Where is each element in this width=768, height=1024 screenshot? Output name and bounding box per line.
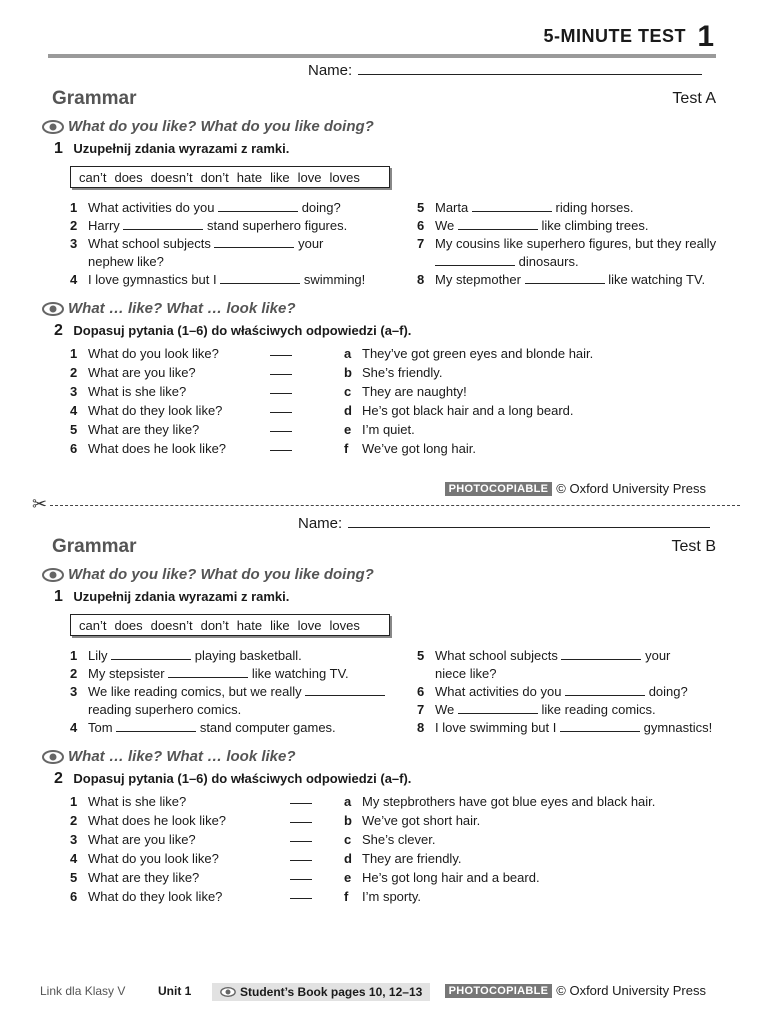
copyright-text: © Oxford University Press [556,481,706,496]
answer-letter: f [344,441,349,456]
heading-text: What … like? What … look like? [68,748,296,765]
answer-letter: b [344,365,352,380]
test-title: 5-MINUTE TEST [543,26,686,46]
item-number: 3 [70,236,78,251]
item-number: 4 [70,272,78,287]
eye-icon [42,302,64,316]
exercise-instruction: Uzupełnij zdania wyrazami z ramki. [73,141,290,156]
heading-look-like-a [42,300,296,317]
answer-row [344,811,724,830]
item-number: 5 [417,200,425,215]
question-row [70,887,330,906]
item-text: What activities do you [435,684,562,699]
answer-text: She’s clever. [362,832,436,847]
answer-text: He’s got black hair and a long beard. [362,403,574,418]
cut-line [50,505,740,506]
answer-blank[interactable] [214,236,294,248]
gap-fill-item [417,719,727,737]
gap-fill-item [417,647,727,683]
item-text-after: gymnastics! [643,720,713,735]
name-blank[interactable] [358,60,702,75]
photocopiable-a [445,481,706,496]
item-number: 3 [70,684,78,699]
item-text-after: like watching TV. [608,272,706,287]
match-blank[interactable] [270,363,292,375]
item-number: 8 [417,272,425,287]
ex2-questions-a [70,344,310,458]
answer-text: They are naughty! [362,384,467,399]
item-text-after: doing? [648,684,688,699]
exercise-2-b [54,770,411,788]
item-number: 7 [417,702,425,717]
word-option: like [270,169,290,185]
question-number: 1 [70,346,78,361]
item-text: My stepsister [88,666,165,681]
question-text-wrap [70,420,270,439]
item-text: I love swimming but I [435,720,557,735]
gap-fill-item [417,683,727,701]
answer-letter: d [344,403,352,418]
answer-blank[interactable] [525,272,605,284]
ex1-left-a [70,199,400,289]
answer-row [344,382,724,401]
gap-fill-item [417,199,727,217]
gap-fill-item [70,665,400,683]
answer-text: I’m quiet. [362,422,415,437]
question-row [70,811,330,830]
question-number: 3 [70,832,78,847]
exercise-instruction: Uzupełnij zdania wyrazami z ramki. [73,589,290,604]
match-blank[interactable] [270,401,292,413]
match-blank[interactable] [290,887,312,899]
course-name: Link dla Klasy V [40,984,126,998]
answer-blank[interactable] [565,684,645,696]
answer-row [344,849,724,868]
question-text: What is she like? [88,384,187,399]
pages-text: Student’s Book pages 10, 12–13 [240,985,423,999]
word-box-b [70,614,390,636]
answer-row [344,868,724,887]
scissors-icon: ✂ [32,494,48,514]
ex1-left-b [70,647,400,737]
item-text-after: like climbing trees. [541,218,649,233]
question-number: 5 [70,422,78,437]
question-row [70,420,310,439]
item-number: 2 [70,666,78,681]
answer-row [344,887,724,906]
section-title-b: Grammar [52,536,137,557]
word-option: doesn’t [150,617,193,633]
item-text: We like reading comics, but we really [88,684,302,699]
item-text-continued: dinosaurs. [518,254,579,269]
question-text: What do you look like? [88,346,219,361]
answer-letter: b [344,813,352,828]
item-text-continued: nephew like? [88,254,164,269]
item-text: My cousins like superhero figures, but they really [435,236,717,251]
item-text: What activities do you [88,200,215,215]
ex2-answers-b [344,792,724,906]
answer-row [344,363,724,382]
item-continuation [417,665,727,683]
answer-blank[interactable] [458,218,538,230]
question-number: 1 [70,794,78,809]
exercise-instruction: Dopasuj pytania (1–6) do właściwych odpowiedzi (a–f). [73,323,412,338]
heading-look-like-b [42,748,296,765]
gap-fill-item [70,199,400,217]
question-text: What are you like? [88,832,196,847]
word-option: hate [236,169,263,185]
question-text-wrap [70,792,290,811]
photocopiable-badge: PHOTOCOPIABLE [445,984,553,998]
item-number: 4 [70,720,78,735]
heading-text: What do you like? What do you like doing? [68,118,374,135]
item-number: 6 [417,684,425,699]
word-option: like [270,617,290,633]
word-option: love [297,617,322,633]
question-number: 6 [70,889,78,904]
question-number: 3 [70,384,78,399]
question-text: What are they like? [88,870,200,885]
question-number: 4 [70,403,78,418]
exercise-number: 1 [54,140,63,157]
item-number: 6 [417,218,425,233]
question-row [70,849,330,868]
answer-text: We’ve got short hair. [362,813,481,828]
item-text-after: like reading comics. [541,702,656,717]
item-text: I love gymnastics but I [88,272,217,287]
answer-letter: e [344,422,352,437]
ex2-answers-a [344,344,724,458]
item-number: 1 [70,648,78,663]
item-number: 8 [417,720,425,735]
eye-icon [42,120,64,134]
answer-text: I’m sporty. [362,889,421,904]
item-continuation [417,253,727,271]
question-text-wrap [70,830,290,849]
gap-fill-item [70,235,400,271]
item-text-continued: niece like? [435,666,497,681]
answer-row [344,792,724,811]
item-text-continued: reading superhero comics. [88,702,242,717]
word-option: loves [329,617,360,633]
answer-blank[interactable] [560,720,640,732]
eye-icon [42,750,64,764]
answer-blank[interactable] [123,218,203,230]
item-text-after: stand computer games. [199,720,336,735]
heading-likes-b [42,566,374,583]
answer-letter: d [344,851,352,866]
item-text: What school subjects [435,648,558,663]
match-blank[interactable] [290,849,312,861]
word-option: does [114,617,143,633]
answer-letter: a [344,794,352,809]
question-text: What do they look like? [88,889,223,904]
item-text: Lily [88,648,108,663]
answer-row [344,401,724,420]
question-row [70,401,310,420]
question-row [70,363,310,382]
answer-text: She’s friendly. [362,365,443,380]
name-blank[interactable] [348,513,710,528]
question-text: What are they like? [88,422,200,437]
question-text: What do they look like? [88,403,223,418]
header-rule [48,54,716,58]
question-row [70,868,330,887]
word-option: can’t [79,169,107,185]
test-number: 1 [697,20,714,53]
answer-blank[interactable] [168,666,248,678]
question-text: What is she like? [88,794,187,809]
answer-letter: c [344,384,352,399]
heading-text: What … like? What … look like? [68,300,296,317]
eye-icon [220,987,236,997]
word-option: hate [236,617,263,633]
test-b-label: Test B [671,538,716,555]
item-text: Marta [435,200,469,215]
word-option: doesn’t [150,169,193,185]
word-box-a [70,166,390,188]
item-text: My stepmother [435,272,521,287]
name-field-a[interactable] [308,60,702,79]
item-text: Harry [88,218,120,233]
answer-blank[interactable] [116,720,196,732]
answer-blank[interactable] [111,648,191,660]
question-number: 5 [70,870,78,885]
item-text-after: riding horses. [555,200,634,215]
question-text-wrap [70,868,290,887]
answer-text: They are friendly. [362,851,462,866]
item-text-after: your [645,648,671,663]
gap-fill-item [70,719,400,737]
item-number: 7 [417,236,425,251]
answer-text: My stepbrothers have got blue eyes and black hair. [362,794,656,809]
exercise-2-a [54,322,411,340]
answer-letter: c [344,832,352,847]
answer-letter: e [344,870,352,885]
item-number: 5 [417,648,425,663]
answer-letter: a [344,346,352,361]
item-text: We [435,702,455,717]
answer-row [344,439,724,458]
question-text: What does he look like? [88,813,227,828]
question-text-wrap [70,382,270,401]
question-number: 6 [70,441,78,456]
answer-text: We’ve got long hair. [362,441,476,456]
ex2-questions-b [70,792,330,906]
question-number: 4 [70,851,78,866]
exercise-number: 1 [54,588,63,605]
answer-blank[interactable] [305,684,385,696]
word-option: don’t [200,169,229,185]
answer-blank[interactable] [220,272,300,284]
question-text-wrap [70,887,290,906]
gap-fill-item [70,271,400,289]
name-label: Name: [298,515,343,532]
exercise-number: 2 [54,322,63,339]
item-number: 2 [70,218,78,233]
question-text: What does he look like? [88,441,227,456]
item-number: 1 [70,200,78,215]
word-option: does [114,169,143,185]
answer-blank[interactable] [472,200,552,212]
match-blank[interactable] [270,439,292,451]
item-text-after: stand superhero figures. [207,218,348,233]
match-blank[interactable] [290,868,312,880]
item-text: Tom [88,720,113,735]
gap-fill-item [417,235,727,271]
item-text-after: like watching TV. [251,666,349,681]
name-field-b[interactable] [298,513,710,532]
students-book-pages [212,983,430,1001]
eye-icon [42,568,64,582]
item-text-after: your [298,236,324,251]
match-blank[interactable] [270,420,292,432]
answer-row [344,344,724,363]
heading-likes-a [42,118,374,135]
answer-text: He’s got long hair and a beard. [362,870,540,885]
question-row [70,344,310,363]
photocopiable-footer [445,983,706,998]
test-a-label: Test A [672,90,716,107]
word-option: loves [329,169,360,185]
item-continuation [70,253,400,271]
match-blank[interactable] [290,830,312,842]
item-continuation [70,701,400,719]
gap-fill-item [417,701,727,719]
gap-fill-item [417,271,727,289]
item-text: What school subjects [88,236,211,251]
question-row [70,439,310,458]
question-text-wrap [70,344,270,363]
word-option: love [297,169,322,185]
exercise-instruction: Dopasuj pytania (1–6) do właściwych odpowiedzi (a–f). [73,771,412,786]
heading-text: What do you like? What do you like doing? [68,566,374,583]
question-text-wrap [70,811,290,830]
exercise-1-a [54,140,289,158]
name-label: Name: [308,62,353,79]
item-text-after: playing basketball. [194,648,302,663]
unit-label: Unit 1 [158,984,192,998]
match-blank[interactable] [290,811,312,823]
word-option: don’t [200,617,229,633]
question-text: What do you look like? [88,851,219,866]
item-text-after: doing? [301,200,341,215]
answer-row [344,420,724,439]
match-blank[interactable] [270,344,292,356]
question-text-wrap [70,849,290,868]
answer-text: They’ve got green eyes and blonde hair. [362,346,594,361]
question-text-wrap [70,439,270,458]
answer-letter: f [344,889,349,904]
answer-blank[interactable] [561,648,641,660]
gap-fill-item [417,217,727,235]
ex1-right-b [417,647,727,737]
answer-blank[interactable] [458,702,538,714]
exercise-number: 2 [54,770,63,787]
question-text: What are you like? [88,365,196,380]
answer-row [344,830,724,849]
gap-fill-item [70,683,400,719]
question-number: 2 [70,365,78,380]
question-text-wrap [70,401,270,420]
exercise-1-b [54,588,289,606]
match-blank[interactable] [270,382,292,394]
question-row [70,830,330,849]
question-row [70,382,310,401]
item-text-after: swimming! [303,272,366,287]
answer-blank[interactable] [435,254,515,266]
match-blank[interactable] [290,792,312,804]
word-option: can’t [79,617,107,633]
ex1-right-a [417,199,727,289]
gap-fill-item [70,217,400,235]
question-number: 2 [70,813,78,828]
gap-fill-item [70,647,400,665]
question-text-wrap [70,363,270,382]
photocopiable-badge: PHOTOCOPIABLE [445,482,553,496]
section-title-a: Grammar [52,88,137,109]
item-text: We [435,218,455,233]
copyright-text: © Oxford University Press [556,983,706,998]
answer-blank[interactable] [218,200,298,212]
question-row [70,792,330,811]
